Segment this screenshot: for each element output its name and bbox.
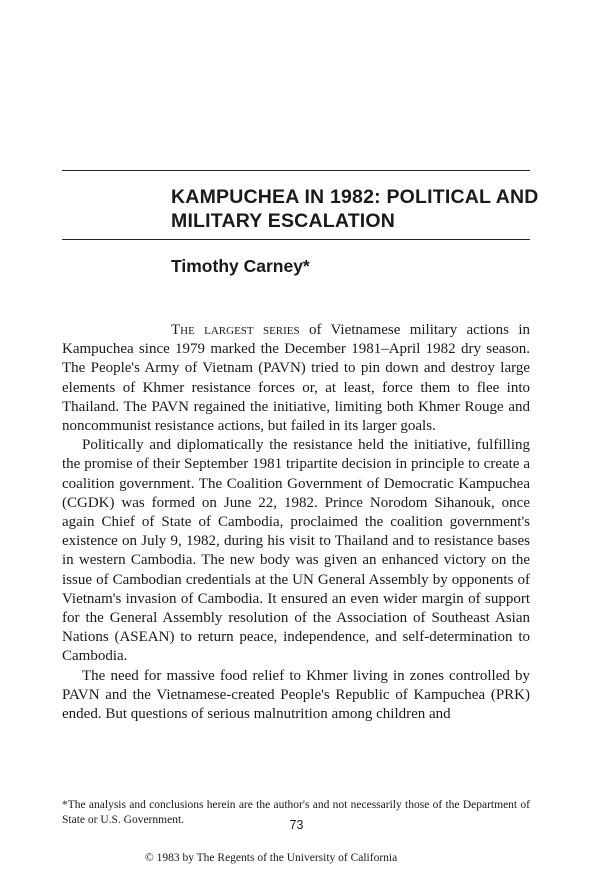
paragraph-1 [62,321,530,436]
article-title-line-1: KAMPUCHEA IN 1982: POLITICAL AND [171,186,539,208]
top-rule [62,170,530,171]
article-title-line-2: MILITARY ESCALATION [171,210,396,232]
opening-small-caps: The largest series [171,322,300,338]
footnote: *The analysis and conclusions herein are the author's and not necessarily those of the Department of State or U.S. Government. [62,799,530,826]
copyright-notice: © 1983 by The Regents of the University of California [145,852,398,864]
paragraph-2: Politically and diplomatically the resistance held the initiative, fulfilling the promise of their September 1981 tripartite decision in principle to create a coalition government. The Coalition Government of Democratic Kampuchea (CGDK) was formed on June 22, 1982. Prince Norodom Sihanouk, once again Chief of State of Cambodia, proclaimed the coalition government's existence on July 9, 1982, during his visit to Thailand and to resistance bases in western Cambodia. The new body was given an enhanced victory on the issue of Cambodian credentials at the UN General Assembly by opponents of Vietnam's invasion of Cambodia. It ensured an even wider margin of support for the General Assembly resolution of the Association of Southeast Asian Nations (ASEAN) to return peace, independence, and self-determination to Cambodia. [62,437,530,665]
author-name: Timothy Carney* [171,256,310,276]
paragraph-1-text: of Vietnamese military actions in Kampuchea since 1979 marked the December 1981–April 1982 dry season. The People's Army of Vietnam (PAVN) tried to pin down and destroy large elements of Khmer resistance forces or, at least, force them to flee into Thailand. The PAVN regained the initiative, limiting both Khmer Rouge and noncommunist resistance actions, but failed in its larger goals. [62,322,530,435]
paragraph-3: The need for massive food relief to Khmer living in zones controlled by PAVN and the Vietnamese-created People's Republic of Kampuchea (PRK) ended. But questions of serious malnutrition among children and [62,667,530,723]
article-body [62,321,530,724]
page-number: 73 [289,818,304,832]
bottom-rule [62,239,530,240]
